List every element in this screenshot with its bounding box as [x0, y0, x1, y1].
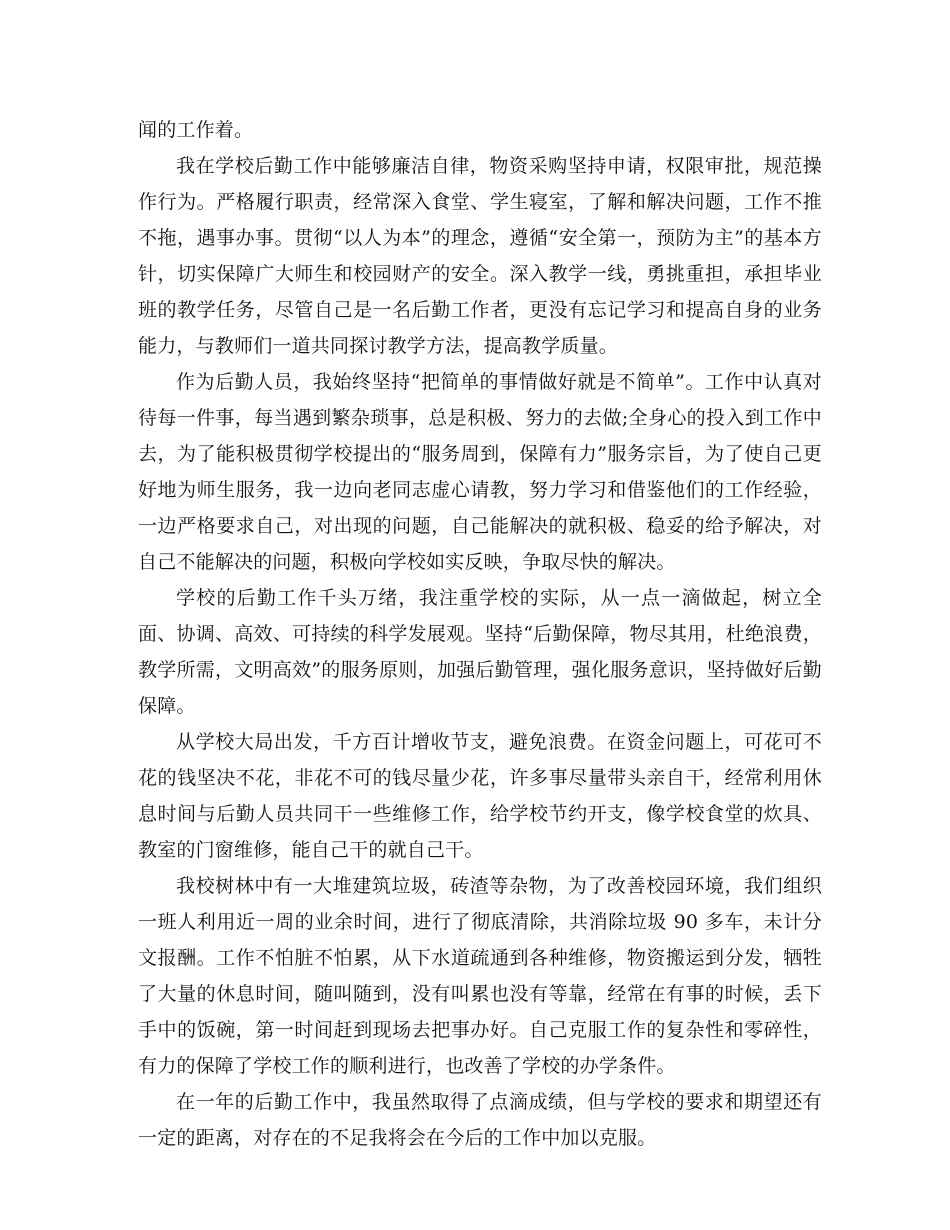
paragraph-saving: 从学校大局出发，千方百计增收节支，避免浪费。在资金问题上，可花可不花的钱坚决不花，非花不可的钱尽量少花，许多事尽量带头亲自干，经常利用休息时间与后勤人员共同干一些维修工作，给学校节约开支，像学校食堂的炊具、教室的门窗维修，能自己干的就自己干。 [138, 731, 822, 861]
paragraph-cleanup: 我校树林中有一大堆建筑垃圾，砖渣等杂物，为了改善校园环境，我们组织一班人利用近一周的业余时间，进行了彻底清除，共消除垃圾 90 多车，未计分文报酬。工作不怕脏不怕累，从下水道疏通到各种维修，物资搬运到分发，牺牲了大量的休息时间，随叫随到，没有叫累也没有等靠，经常在有事的时候，丢下手中的饭碗，第一时间赶到现场去把事办好。自己克服工作的复杂性和零碎性，有力的保障了学校工作的顺利进行，也改善了学校的办学条件。 [138, 875, 822, 1077]
paragraph-principles: 学校的后勤工作千头万绪，我注重学校的实际，从一点一滴做起，树立全面、协调、高效、可持续的科学发展观。坚持“后勤保障，物尽其用，杜绝浪费，教学所需，文明高效”的服务原则，加强后勤管理，强化服务意识，坚持做好后勤保障。 [138, 587, 822, 717]
paragraph-continuation: 闻的工作着。 [138, 119, 254, 141]
paragraph-attitude: 作为后勤人员，我始终坚持“把简单的事情做好就是不简单”。工作中认真对待每一件事，每当遇到繁杂琐事，总是积极、努力的去做;全身心的投入到工作中去，为了能积极贯彻学校提出的“服务周到，保障有力”服务宗旨，为了使自己更好地为师生服务，我一边向老同志虚心请教，努力学习和借鉴他们的工作经验，一边严格要求自己，对出现的问题，自己能解决的就积极、稳妥的给予解决，对自己不能解决的问题，积极向学校如实反映，争取尽快的解决。 [138, 371, 822, 573]
document-body [138, 112, 822, 1156]
paragraph-conclusion: 在一年的后勤工作中，我虽然取得了点滴成绩，但与学校的要求和期望还有一定的距离，对存在的不足我将会在今后的工作中加以克服。 [138, 1091, 822, 1149]
paragraph-integrity: 我在学校后勤工作中能够廉洁自律，物资采购坚持申请，权限审批，规范操作行为。严格履行职责，经常深入食堂、学生寝室，了解和解决问题，工作不推不拖，遇事办事。贯彻“以人为本”的理念，遵循“安全第一，预防为主”的基本方针，切实保障广大师生和校园财产的安全。深入教学一线，勇挑重担，承担毕业班的教学任务，尽管自己是一名后勤工作者，更没有忘记学习和提高自身的业务能力，与教师们一道共同探讨教学方法，提高教学质量。 [138, 155, 822, 357]
